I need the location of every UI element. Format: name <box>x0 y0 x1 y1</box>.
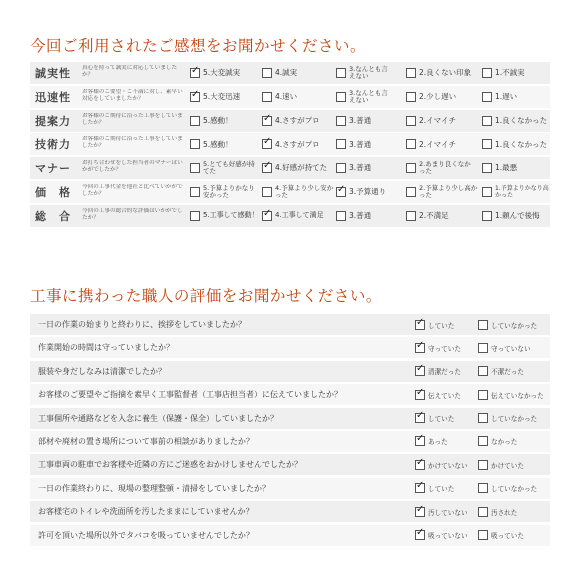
checkbox[interactable] <box>478 507 488 517</box>
option-no[interactable]: 不潔だった <box>478 361 524 382</box>
option-2[interactable]: 2.イマイチ <box>406 133 456 155</box>
question-text: お客様のご期待に沿った工事をしていましたか？ <box>82 136 183 150</box>
craft-row-protection <box>30 408 550 429</box>
option-2[interactable]: 2.イマイチ <box>406 110 456 132</box>
option-no[interactable]: 守っていない <box>478 337 531 358</box>
option-yes[interactable]: ✓ していた <box>415 478 454 499</box>
checkbox[interactable] <box>415 483 425 493</box>
checkbox[interactable] <box>336 211 346 221</box>
survey-row-manners <box>30 157 550 179</box>
option-no[interactable]: なかった <box>478 431 517 452</box>
checkbox[interactable] <box>478 460 488 470</box>
checkbox[interactable] <box>262 116 272 126</box>
option-3[interactable]: 3.なんとも言えない <box>336 86 393 108</box>
option-yes[interactable]: ✓ 清潔だった <box>415 361 461 382</box>
checkbox[interactable] <box>336 187 346 197</box>
option-2[interactable]: 2.あまり良くなかった <box>406 157 473 179</box>
question-text: 一日の作業の始まりと終わりに、挨拶をしていましたか？ <box>38 320 246 329</box>
question-text: 服装や身だしなみは清潔でしたか？ <box>38 366 166 376</box>
checkbox[interactable] <box>415 436 425 446</box>
option-5[interactable]: 5.予算よりかなり安かった <box>190 181 261 203</box>
checkbox[interactable] <box>336 116 346 126</box>
checkbox[interactable] <box>336 68 346 78</box>
craft-row-restroom <box>30 501 550 522</box>
impression-survey <box>30 62 550 229</box>
survey-row-price <box>30 181 550 203</box>
checkbox[interactable] <box>478 483 488 493</box>
checkbox[interactable] <box>262 139 272 149</box>
option-no[interactable]: していなかった <box>478 314 537 335</box>
question-text: 許可を頂いた場所以外でタバコを吸っていませんでしたか？ <box>38 530 254 540</box>
checkbox[interactable] <box>478 413 488 423</box>
craft-row-start-time <box>30 337 550 358</box>
category-label: 技術力 <box>35 138 71 152</box>
checkbox[interactable] <box>415 530 425 540</box>
question-text: 一日の作業終わりに、現場の整理整頓・清掃をしていましたか？ <box>38 483 270 493</box>
option-4[interactable]: ✓ 4.好感が持てた <box>262 157 327 179</box>
craft-row-materials <box>30 431 550 452</box>
checkbox[interactable] <box>482 211 492 221</box>
craft-row-greeting <box>30 314 550 335</box>
survey-row-sincerity <box>30 62 550 84</box>
option-3[interactable]: 3.なんとも言えない <box>336 62 393 84</box>
option-yes[interactable]: ✓ 守っていた <box>415 337 461 358</box>
checkbox[interactable] <box>262 211 272 221</box>
option-1[interactable]: 1.予算よりかなり高かった <box>482 181 551 203</box>
option-3[interactable]: 3.普通 <box>336 110 371 132</box>
option-yes[interactable]: ✓ 汚していない <box>415 501 468 522</box>
checkbox[interactable] <box>478 390 488 400</box>
survey-row-overall <box>30 205 550 227</box>
option-4[interactable]: ✓ 4.工事して満足 <box>262 205 324 227</box>
checkbox[interactable] <box>406 116 416 126</box>
option-no[interactable]: 吸っていた <box>478 525 524 546</box>
option-2[interactable]: 2.少し遅い <box>406 86 456 108</box>
checkbox[interactable] <box>415 413 425 423</box>
option-yes[interactable]: ✓ かけていない <box>415 454 468 475</box>
survey-title: 今回ご利用されたご感想をお聞かせください。 <box>30 37 367 55</box>
option-1[interactable]: 1.良くなかった <box>482 133 547 155</box>
checkbox[interactable] <box>415 320 425 330</box>
question-text: 今回の工事の総合的な評価はいかがでしたか？ <box>82 207 183 221</box>
checkbox[interactable] <box>190 139 200 149</box>
checkbox[interactable] <box>482 139 492 149</box>
option-4[interactable]: ✓ 4.さすがプロ <box>262 110 320 132</box>
checkbox[interactable] <box>478 530 488 540</box>
craft-row-parking <box>30 454 550 475</box>
checkbox[interactable] <box>415 343 425 353</box>
option-4[interactable]: 4.予算より少し安かった <box>262 181 335 203</box>
question-text: 工事個所や通路などを入念に養生（保護・保全）していましたか？ <box>38 413 278 423</box>
option-1[interactable]: 1.遅い <box>482 86 517 108</box>
option-yes[interactable]: ✓ 吸っていない <box>415 525 468 546</box>
option-no[interactable]: 伝えていなかった <box>478 384 544 405</box>
checkbox[interactable] <box>262 92 272 102</box>
option-2[interactable]: 2.不満足 <box>406 205 449 227</box>
checkbox[interactable] <box>262 68 272 78</box>
option-4[interactable]: 4.速い <box>262 86 297 108</box>
checkbox[interactable] <box>406 139 416 149</box>
question-text: お打ち合わせをした担当者のマナーはいかがでしたか？ <box>82 160 183 174</box>
option-5[interactable]: 5.感動！ <box>190 110 233 132</box>
craftsman-survey <box>30 314 550 548</box>
checkbox[interactable] <box>190 163 200 173</box>
checkbox[interactable] <box>336 92 346 102</box>
checkbox[interactable] <box>190 187 200 197</box>
category-label: 総 合 <box>35 209 71 223</box>
option-5[interactable]: 5.工事して感動！ <box>190 205 259 227</box>
option-yes[interactable]: ✓ していた <box>415 314 454 335</box>
checkbox[interactable] <box>478 320 488 330</box>
checkbox[interactable] <box>482 187 492 197</box>
checkbox[interactable] <box>190 68 200 78</box>
survey-row-skill <box>30 133 550 155</box>
survey-row-proposal <box>30 110 550 132</box>
option-5[interactable]: ✓ 5.大変迅速 <box>190 86 240 108</box>
option-5[interactable]: ✓ 5.大変誠実 <box>190 62 240 84</box>
option-1[interactable]: 1.不誠実 <box>482 62 525 84</box>
option-no[interactable]: 汚された <box>478 501 517 522</box>
checkbox[interactable] <box>415 366 425 376</box>
option-1[interactable]: 1.最悪 <box>482 157 517 179</box>
checkbox[interactable] <box>478 343 488 353</box>
checkbox[interactable] <box>336 139 346 149</box>
checkbox[interactable] <box>406 187 416 197</box>
checkbox[interactable] <box>482 116 492 126</box>
checkbox[interactable] <box>190 116 200 126</box>
option-5[interactable]: 5.とても好感が持てた <box>190 157 257 179</box>
checkbox[interactable] <box>190 211 200 221</box>
question-text: お客様宅のトイレや洗面所を汚したままにしていませんか？ <box>38 507 254 517</box>
option-1[interactable]: 1.頼んで後悔 <box>482 205 540 227</box>
checkbox[interactable] <box>415 507 425 517</box>
question-text: 真心を持って誠実に対応していましたか？ <box>82 65 178 78</box>
option-no[interactable]: していなかった <box>478 408 537 429</box>
checkbox[interactable] <box>482 163 492 173</box>
checkbox[interactable] <box>482 68 492 78</box>
option-3[interactable]: ✓ 3.予算通り <box>336 181 386 203</box>
question-text: 作業開始の時間は守っていましたか？ <box>38 343 174 353</box>
question-text: お客様のご要望やご指摘を素早く工事監督者（工事店担当者）に伝えていましたか？ <box>38 390 342 400</box>
category-label: 迅速性 <box>35 90 71 104</box>
checkbox[interactable] <box>415 460 425 470</box>
checkbox[interactable] <box>406 68 416 78</box>
option-2[interactable]: 2.予算より少し高かった <box>406 181 479 203</box>
craft-row-smoking <box>30 525 550 546</box>
question-text: お客様のご要望・ご不満に対し、素早い対応をしていましたか？ <box>82 88 183 102</box>
option-4[interactable]: 4.誠実 <box>262 62 297 84</box>
option-3[interactable]: 3.普通 <box>336 157 371 179</box>
checkbox[interactable] <box>482 92 492 102</box>
checkbox[interactable] <box>190 92 200 102</box>
question-text: 今回の工事代金を他社と比べていかがでしたか？ <box>82 183 183 197</box>
option-3[interactable]: 3.普通 <box>336 133 371 155</box>
checkbox[interactable] <box>478 436 488 446</box>
category-label: マナー <box>35 162 71 176</box>
survey-row-speed <box>30 86 550 108</box>
checkbox[interactable] <box>415 390 425 400</box>
craftsman-survey-title: 工事に携わった職人の評価をお聞かせください。 <box>30 287 382 305</box>
option-no[interactable]: していなかった <box>478 478 537 499</box>
option-yes[interactable]: ✓ していた <box>415 408 454 429</box>
craft-row-cleanup <box>30 478 550 499</box>
checkbox[interactable] <box>406 211 416 221</box>
checkbox[interactable] <box>406 92 416 102</box>
checkbox[interactable] <box>406 163 416 173</box>
category-label: 提案力 <box>35 114 71 128</box>
category-label: 価 格 <box>35 185 71 199</box>
option-4[interactable]: ✓ 4.さすがプロ <box>262 133 320 155</box>
checkbox[interactable] <box>262 187 272 197</box>
option-3[interactable]: 3.普通 <box>336 205 371 227</box>
option-no[interactable]: かけていた <box>478 454 524 475</box>
checkbox[interactable] <box>478 366 488 376</box>
category-label: 誠実性 <box>35 67 71 80</box>
checkbox[interactable] <box>336 163 346 173</box>
question-text: 工事車両の駐車でお客様や近隣の方にご迷惑をおかけしませんでしたか？ <box>38 460 302 470</box>
option-5[interactable]: 5.感動！ <box>190 133 233 155</box>
option-yes[interactable]: ✓ あった <box>415 431 448 452</box>
question-text: 部材や廃材の置き場所について事前の相談がありましたか？ <box>38 436 254 446</box>
checkbox[interactable] <box>262 163 272 173</box>
option-1[interactable]: 1.良くなかった <box>482 110 547 132</box>
option-yes[interactable]: ✓ 伝えていた <box>415 384 461 405</box>
question-text: お客様のご期待に沿った工事をしていましたか？ <box>82 112 183 126</box>
option-2[interactable]: 2.良くない印象 <box>406 62 471 84</box>
craft-row-communication <box>30 384 550 405</box>
craft-row-appearance <box>30 361 550 382</box>
